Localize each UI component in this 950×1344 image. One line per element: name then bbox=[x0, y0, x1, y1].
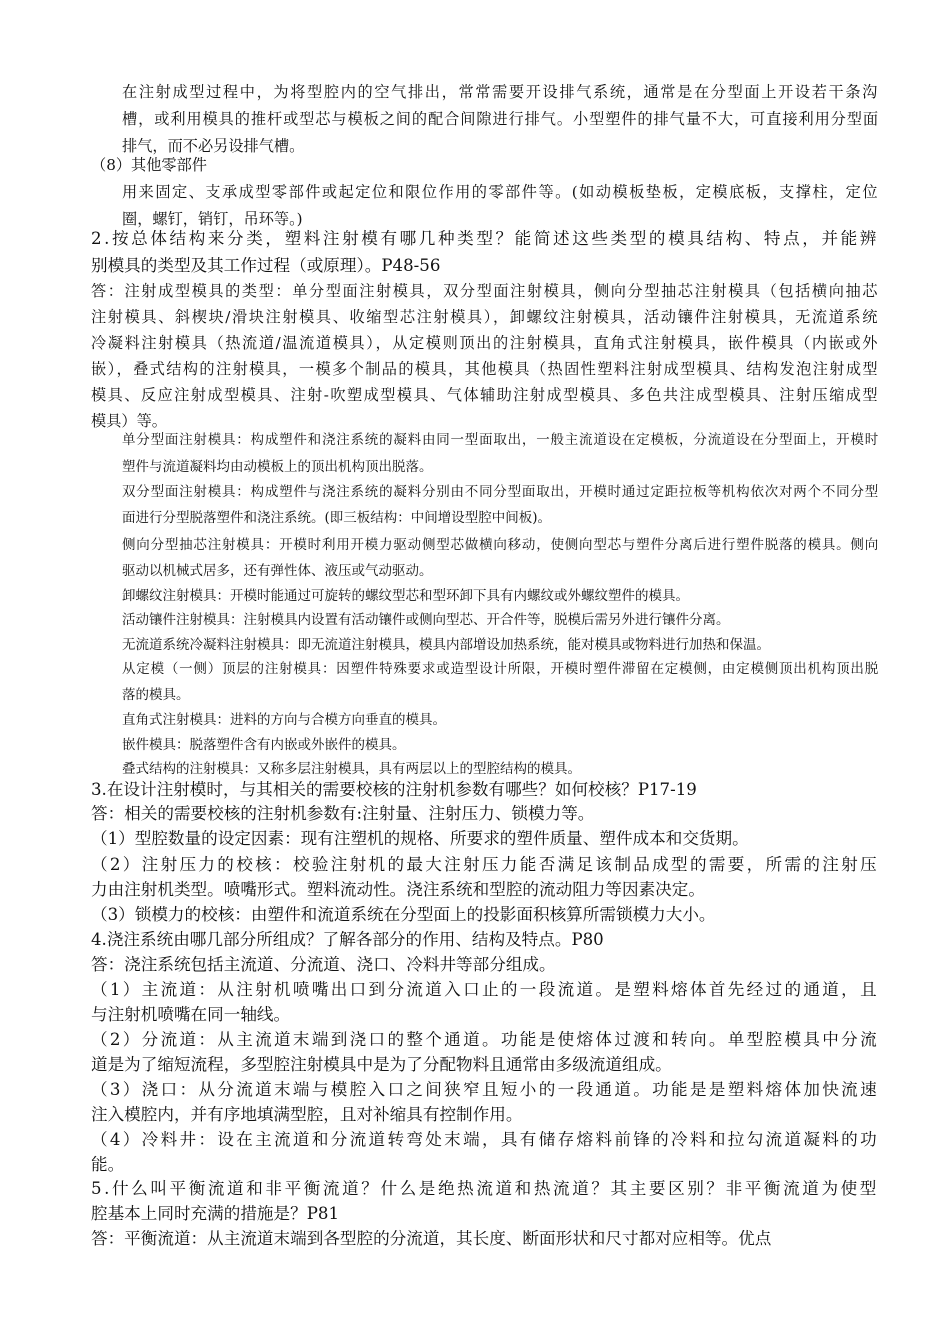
text-line: 答：注射成型模具的类型：单分型面注射模具，双分型面注射模具，侧向分型抽芯注射模具（包括横向抽芯 bbox=[91, 282, 879, 300]
text-line: 答：浇注系统包括主流道、分流道、浇口、冷料井等部分组成。 bbox=[91, 955, 556, 974]
text-line: 排气，而不必另设排气槽。 bbox=[122, 137, 305, 155]
text-line: 嵌），叠式结构的注射模具，一模多个制品的模具，其他模具（热固性塑料注射成型模具、结构发泡注射成型 bbox=[91, 360, 879, 378]
text-line: 双分型面注射模具：构成塑件与浇注系统的凝料分别由不同分型面取出，开模时通过定距拉板等机构依次对两个不同分型 bbox=[122, 484, 879, 500]
text-line: （1）型腔数量的设定因素：现有注塑机的规格、所要求的塑件质量、塑件成本和交货期。 bbox=[91, 829, 749, 848]
text-line: （2）注射压力的校核：校验注射机的最大注射压力能否满足该制品成型的需要，所需的注射压 bbox=[91, 855, 879, 874]
text-line: 模具）等。 bbox=[91, 412, 167, 430]
text-line: 注射模具、斜楔块/滑块注射模具、收缩型芯注射模具），卸螺纹注射模具，活动镶件注射模具，无流道系统 bbox=[91, 308, 879, 326]
text-line: 活动镶件注射模具：注射模具内设置有活动镶件或侧向型芯、开合件等，脱模后需另外进行镶件分离。 bbox=[122, 612, 730, 628]
text-line: 4.浇注系统由哪几部分所组成？了解各部分的作用、结构及特点。P80 bbox=[91, 930, 604, 949]
text-line: 注入模腔内，并有序地填满型腔，且对补缩具有控制作用。 bbox=[91, 1105, 523, 1124]
text-line: 答：相关的需要校核的注射机参数有:注射量、注射压力、锁模力等。 bbox=[91, 804, 595, 823]
text-line: （3）锁模力的校核：由塑件和流道系统在分型面上的投影面积核算所需锁模力大小。 bbox=[91, 905, 716, 924]
text-line: （3）浇口：从分流道末端与模腔入口之间狭窄且短小的一段通道。功能是是塑料熔体加快流速 bbox=[91, 1080, 879, 1099]
text-line: 圈，螺钉，销钉，吊环等。) bbox=[122, 210, 303, 228]
text-line: 2.按总体结构来分类，塑料注射模有哪几种类型？能简述这些类型的模具结构、特点，并能辨 bbox=[91, 229, 879, 248]
text-line: 单分型面注射模具：构成塑件和浇注系统的凝料由同一型面取出，一般主流道设在定模板，分流道设在分型面上，开模时 bbox=[122, 432, 879, 448]
text-line: 用来固定、支承成型零部件或起定位和限位作用的零部件等。(如动模板垫板，定模底板，支撑柱，定位 bbox=[122, 183, 879, 201]
text-line: 冷凝料注射模具（热流道/温流道模具），从定模则顶出的注射模具，直角式注射模具，嵌件模具（内嵌或外 bbox=[91, 334, 879, 352]
text-line: 模具、反应注射成型模具、注射-吹塑成型模具、气体辅助注射成型模具、多色共注成型模具、注射压缩成型 bbox=[91, 386, 879, 404]
text-line: 力由注射机类型。喷嘴形式。塑料流动性。浇注系统和型腔的流动阻力等因素决定。 bbox=[91, 880, 705, 899]
text-line: 面进行分型脱落塑件和浇注系统。(即三板结构：中间增设型腔中间板)。 bbox=[122, 510, 552, 526]
text-line: 直角式注射模具：进料的方向与合模方向垂直的模具。 bbox=[122, 712, 446, 728]
text-line: 道是为了缩短流程，多型腔注射模具中是为了分配物料且通常由多级流道组成。 bbox=[91, 1055, 672, 1074]
text-line: 腔基本上同时充满的措施是？P81 bbox=[91, 1204, 339, 1223]
text-line: 无流道系统冷凝料注射模具：即无流道注射模具，模具内部增设加热系统，能对模具或物料进行加热和保温。 bbox=[122, 637, 770, 653]
text-line: 答：平衡流道：从主流道末端到各型腔的分流道，其长度、断面形状和尺寸都对应相等。优点 bbox=[91, 1229, 772, 1248]
text-line: 在注射成型过程中，为将型腔内的空气排出，常常需要开设排气系统，通常是在分型面上开设若干条沟 bbox=[122, 83, 879, 101]
text-line: 槽，或利用模具的推杆或型芯与模板之间的配合间隙进行排气。小型塑件的排气量不大，可直接利用分型面 bbox=[122, 110, 879, 128]
text-line: （8）其他零部件 bbox=[91, 156, 207, 174]
text-line: 别模具的类型及其工作过程（或原理）。P48-56 bbox=[91, 256, 441, 275]
text-line: 嵌件模具：脱落塑件含有内嵌或外嵌件的模具。 bbox=[122, 737, 406, 753]
text-line: 卸螺纹注射模具：开模时能通过可旋转的螺纹型芯和型环卸下具有内螺纹或外螺纹塑件的模具。 bbox=[122, 588, 689, 604]
text-line: 5.什么叫平衡流道和非平衡流道？什么是绝热流道和热流道？其主要区别？非平衡流道为使型 bbox=[91, 1179, 879, 1198]
text-line: 落的模具。 bbox=[122, 687, 190, 703]
text-line: 塑件与流道凝料均由动模板上的顶出机构顶出脱落。 bbox=[122, 459, 433, 475]
text-line: 叠式结构的注射模具：又称多层注射模具，具有两层以上的型腔结构的模具。 bbox=[122, 761, 581, 777]
text-line: 3.在设计注射模时，与其相关的需要校核的注射机参数有哪些？如何校核？P17-19 bbox=[91, 780, 697, 799]
text-line: （1）主流道：从注射机喷嘴出口到分流道入口止的一段流道。是塑料熔体首先经过的通道，且 bbox=[91, 980, 879, 999]
text-line: 驱动以机械式居多，还有弹性体、液压或气动驱动。 bbox=[122, 563, 433, 579]
text-line: 与注射机喷嘴在同一轴线。 bbox=[91, 1005, 291, 1024]
text-line: 侧向分型抽芯注射模具：开模时利用开模力驱动侧型芯做横向移动，使侧向型芯与塑件分离后进行塑件脱落的模具。侧向 bbox=[122, 537, 879, 553]
text-line: 能。 bbox=[91, 1155, 125, 1174]
text-line: （2）分流道：从主流道末端到浇口的整个通道。功能是使熔体过渡和转向。单型腔模具中分流 bbox=[91, 1030, 879, 1049]
text-line: （4）冷料井：设在主流道和分流道转弯处末端，具有储存熔料前锋的冷料和拉勾流道凝料的功 bbox=[91, 1130, 879, 1149]
text-line: 从定模（一侧）顶层的注射模具：因塑件特殊要求或造型设计所限，开模时塑件滞留在定模侧，由定模侧顶出机构顶出脱 bbox=[122, 661, 879, 677]
